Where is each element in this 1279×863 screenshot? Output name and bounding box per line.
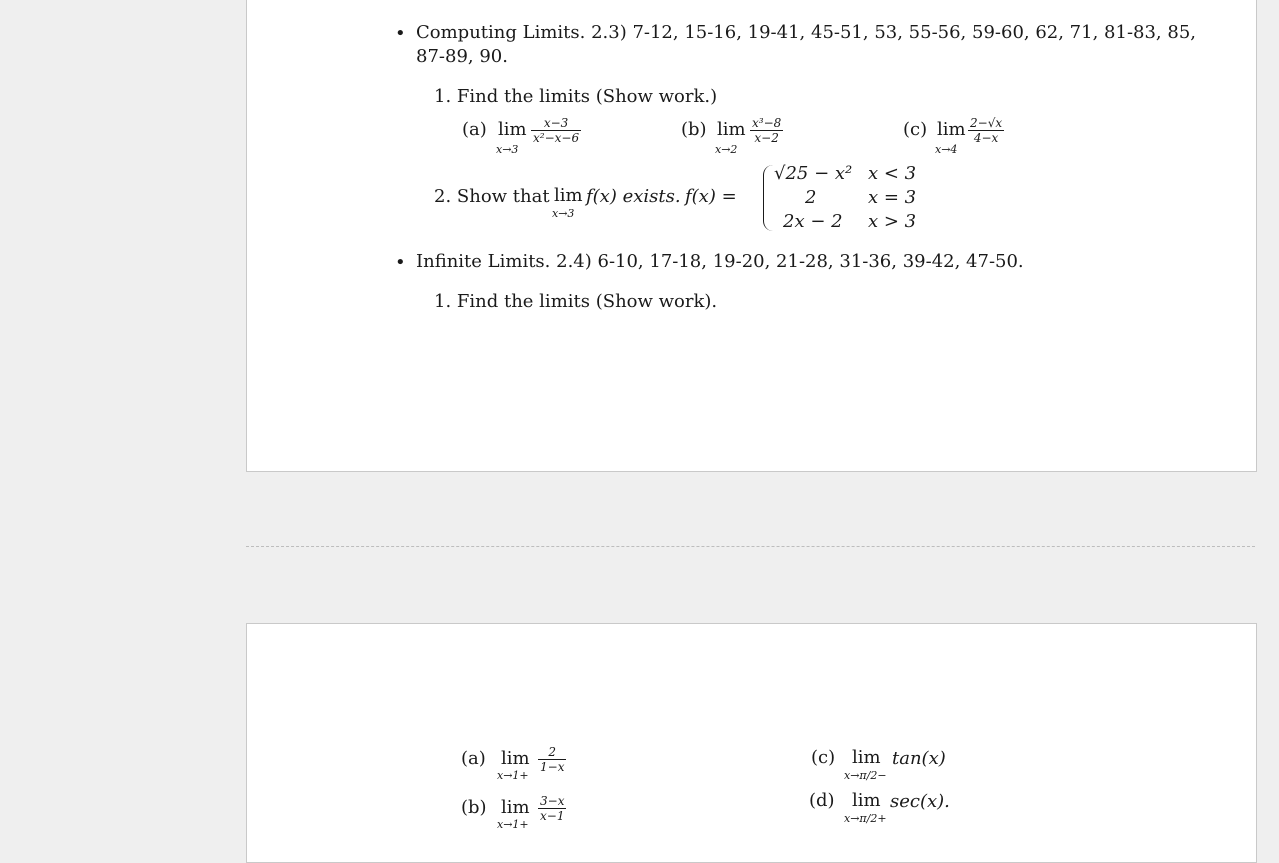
lim-word: lim xyxy=(852,747,881,768)
lim-word: lim xyxy=(498,119,527,140)
limit-b-label: (b) xyxy=(681,119,707,140)
denominator: x−1 xyxy=(540,809,565,823)
piece-2-expr: 2 xyxy=(805,187,817,208)
limit-c-function: tan(x) xyxy=(892,748,946,769)
lim-subscript: x→3 xyxy=(496,143,519,156)
lim-word: lim xyxy=(717,119,746,140)
lim-subscript: x→π/2+ xyxy=(844,812,887,825)
item-show-that: 2. Show that xyxy=(434,186,550,207)
piece-1-cond: x < 3 xyxy=(868,163,917,184)
numerator: x³−8 xyxy=(752,116,782,130)
lim-word: lim xyxy=(937,119,966,140)
lim-word: lim xyxy=(852,790,881,811)
denominator: 1−x xyxy=(540,760,565,774)
item2-f-definition: f(x) = xyxy=(685,186,737,207)
piece-2-cond: x = 3 xyxy=(868,187,917,208)
lim-word: lim xyxy=(501,748,530,769)
section-computing-limits-line2: 87-89, 90. xyxy=(416,46,508,67)
numerator: x−3 xyxy=(543,116,569,130)
lim-word: lim xyxy=(554,185,583,206)
limit-b-fraction xyxy=(750,116,783,145)
item-find-limits-infinite: 1. Find the limits (Show work). xyxy=(434,291,718,312)
limit-c-label: (c) xyxy=(903,119,928,140)
limit-a-label: (a) xyxy=(461,748,486,769)
section-computing-limits-line1: Computing Limits. 2.3) 7-12, 15-16, 19-41, 45-51, 53, 55-56, 59-60, 62, 71, 81-83, 85, xyxy=(416,22,1196,43)
piece-3-expr: 2x − 2 xyxy=(783,211,843,232)
item-find-limits: 1. Find the limits (Show work.) xyxy=(434,86,718,107)
denominator: x−2 xyxy=(754,131,779,145)
lim-subscript: x→2 xyxy=(715,143,738,156)
lim-subscript: x→3 xyxy=(552,207,575,220)
limit-c-fraction xyxy=(968,116,1004,145)
item2-exists-text: f(x) exists. xyxy=(586,186,681,207)
section-infinite-limits: Infinite Limits. 2.4) 6-10, 17-18, 19-20, 21-28, 31-36, 39-42, 47-50. xyxy=(416,251,1024,272)
document-page-1 xyxy=(246,0,1257,472)
piece-1-expr: √25 − x² xyxy=(774,163,853,184)
lim-subscript: x→π/2− xyxy=(844,769,887,782)
bullet-dot: • xyxy=(395,23,406,44)
page-separator xyxy=(246,546,1255,547)
denominator: x²−x−6 xyxy=(533,131,580,145)
limit-b-fraction xyxy=(538,794,566,823)
numerator: 2−√x xyxy=(970,116,1003,130)
lim-subscript: x→1+ xyxy=(497,818,529,831)
denominator: 4−x xyxy=(973,131,999,145)
numerator: 2 xyxy=(548,745,557,759)
limit-a-fraction xyxy=(538,745,566,774)
left-brace xyxy=(763,165,774,231)
document-page-2 xyxy=(246,623,1257,863)
lim-subscript: x→4 xyxy=(935,143,958,156)
limit-a-fraction xyxy=(531,116,581,145)
lim-subscript: x→1+ xyxy=(497,769,529,782)
limit-d-function: sec(x). xyxy=(890,791,950,812)
limit-b-label: (b) xyxy=(461,797,487,818)
limit-c-label: (c) xyxy=(811,747,836,768)
piece-3-cond: x > 3 xyxy=(868,211,917,232)
bullet-dot: • xyxy=(395,252,406,273)
limit-d-label: (d) xyxy=(809,790,835,811)
numerator: 3−x xyxy=(540,794,565,808)
lim-word: lim xyxy=(501,797,530,818)
limit-a-label: (a) xyxy=(462,119,487,140)
